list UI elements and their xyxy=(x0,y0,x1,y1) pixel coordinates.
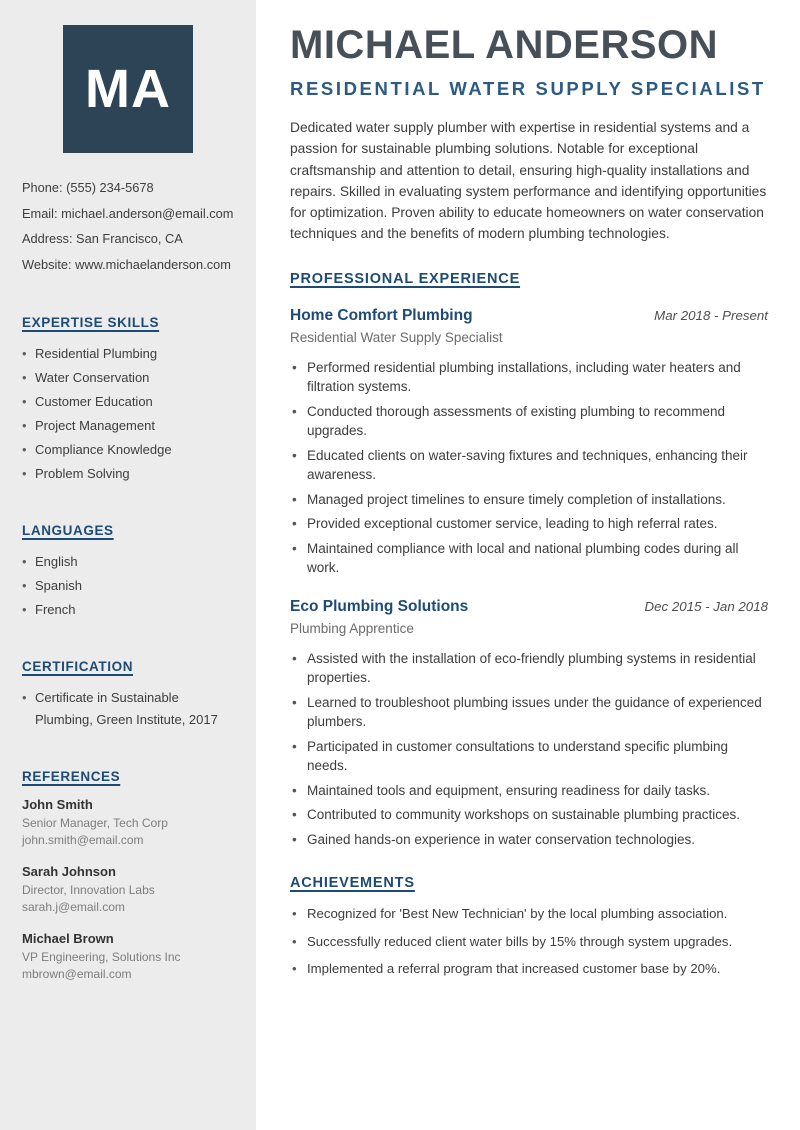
reference-email: sarah.j@email.com xyxy=(22,900,125,914)
monogram-badge: MA xyxy=(63,25,193,153)
main-content xyxy=(256,0,800,1130)
job-bullet-list xyxy=(290,649,768,850)
contact-line: Email: michael.anderson@email.com xyxy=(22,205,234,221)
job-dates: Mar 2018 - Present xyxy=(654,307,768,323)
contact-info xyxy=(22,175,234,277)
certification-item: • Certificate in Sustainable Plumbing, Green Institute, 2017 xyxy=(22,687,234,731)
skill-item: • Customer Education xyxy=(22,391,234,413)
section-languages xyxy=(22,523,234,621)
reference-name: John Smith xyxy=(22,797,93,812)
reference-name: Sarah Johnson xyxy=(22,864,116,879)
job-bullet: • Assisted with the installation of eco-friendly plumbing systems in residential properties. xyxy=(290,649,768,688)
expertise-skills-list xyxy=(22,343,234,485)
job-bullet: • Participated in customer consultations to understand specific plumbing needs. xyxy=(290,737,768,776)
achievement-item: • Recognized for 'Best New Technician' by the local plumbing association. xyxy=(290,904,768,924)
job-role: Residential Water Supply Specialist xyxy=(290,329,503,345)
candidate-name: MICHAEL ANDERSON xyxy=(290,23,719,67)
reference-entry xyxy=(22,931,234,983)
achievement-item: • Successfully reduced client water bills by 15% through system upgrades. xyxy=(290,932,768,952)
reference-role: VP Engineering, Solutions Inc xyxy=(22,950,181,964)
reference-email: john.smith@email.com xyxy=(22,833,144,847)
skill-item: • Project Management xyxy=(22,415,234,437)
contact-line: Website: www.michaelanderson.com xyxy=(22,256,231,272)
references-list xyxy=(22,797,234,983)
reference-entry xyxy=(22,864,234,916)
company-name: Eco Plumbing Solutions xyxy=(290,597,469,615)
job-bullet: • Gained hands-on experience in water conservation technologies. xyxy=(290,830,768,850)
languages-list xyxy=(22,551,234,621)
job-entry-home-comfort-plumbing xyxy=(290,307,768,578)
expertise-skills-heading: EXPERTISE SKILLS xyxy=(22,315,160,330)
job-bullet: • Learned to troubleshoot plumbing issues under the guidance of experienced plumbers. xyxy=(290,693,768,732)
reference-role: Director, Innovation Labs xyxy=(22,883,155,897)
sidebar xyxy=(0,0,256,1130)
job-bullet: • Performed residential plumbing installations, including water heaters and filtration systems. xyxy=(290,358,768,397)
languages-heading: LANGUAGES xyxy=(22,523,114,538)
achievements-heading: ACHIEVEMENTS xyxy=(290,875,415,892)
job-dates: Dec 2015 - Jan 2018 xyxy=(644,598,768,614)
job-header xyxy=(290,307,768,325)
job-bullet: • Managed project timelines to ensure timely completion of installations. xyxy=(290,490,768,510)
job-bullet-list xyxy=(290,358,768,578)
certification-list xyxy=(22,687,234,731)
certification-heading: CERTIFICATION xyxy=(22,659,134,674)
job-bullet: • Provided exceptional customer service, leading to high referral rates. xyxy=(290,514,768,534)
job-role: Plumbing Apprentice xyxy=(290,620,414,636)
contact-line: Address: San Francisco, CA xyxy=(22,231,183,246)
job-bullet: • Maintained tools and equipment, ensuring readiness for daily tasks. xyxy=(290,781,768,801)
company-name: Home Comfort Plumbing xyxy=(290,306,473,324)
summary-paragraph: Dedicated water supply plumber with expertise in residential systems and a passion for sustainable plumbing solutions. Notable for exceptional craftsmanship and attention to detail, ensuring high-quality installations and repairs. Skilled in evaluating system performance and identifying opportunities for optimization. Proven ability to educate homeowners on water conservation techniques and the benefits of modern plumbing technologies. xyxy=(290,120,767,242)
reference-email: mbrown@email.com xyxy=(22,967,132,981)
professional-experience-heading: PROFESSIONAL EXPERIENCE xyxy=(290,270,521,287)
references-heading: REFERENCES xyxy=(22,769,121,784)
job-entry-eco-plumbing-solutions xyxy=(290,598,768,850)
contact-line: Phone: (555) 234-5678 xyxy=(22,180,154,195)
section-certification xyxy=(22,659,234,731)
job-bullet: • Contributed to community workshops on sustainable plumbing practices. xyxy=(290,805,768,825)
reference-role: Senior Manager, Tech Corp xyxy=(22,816,168,830)
language-item: • French xyxy=(22,599,234,621)
job-bullet: • Maintained compliance with local and national plumbing codes during all work. xyxy=(290,539,768,578)
language-item: • Spanish xyxy=(22,575,234,597)
section-references xyxy=(22,769,234,983)
skill-item: • Compliance Knowledge xyxy=(22,439,234,461)
skill-item: • Water Conservation xyxy=(22,367,234,389)
reference-entry xyxy=(22,797,234,849)
section-expertise-skills xyxy=(22,315,234,485)
job-header xyxy=(290,598,768,616)
skill-item: • Residential Plumbing xyxy=(22,343,234,365)
job-bullet: • Educated clients on water-saving fixtures and techniques, enhancing their awareness. xyxy=(290,446,768,485)
achievements-list xyxy=(290,904,768,979)
achievement-item: • Implemented a referral program that increased customer base by 20%. xyxy=(290,959,768,979)
reference-name: Michael Brown xyxy=(22,931,114,946)
candidate-title: RESIDENTIAL WATER SUPPLY SPECIALIST xyxy=(290,78,766,99)
job-bullet: • Conducted thorough assessments of existing plumbing to recommend upgrades. xyxy=(290,402,768,441)
skill-item: • Problem Solving xyxy=(22,463,234,485)
language-item: • English xyxy=(22,551,234,573)
